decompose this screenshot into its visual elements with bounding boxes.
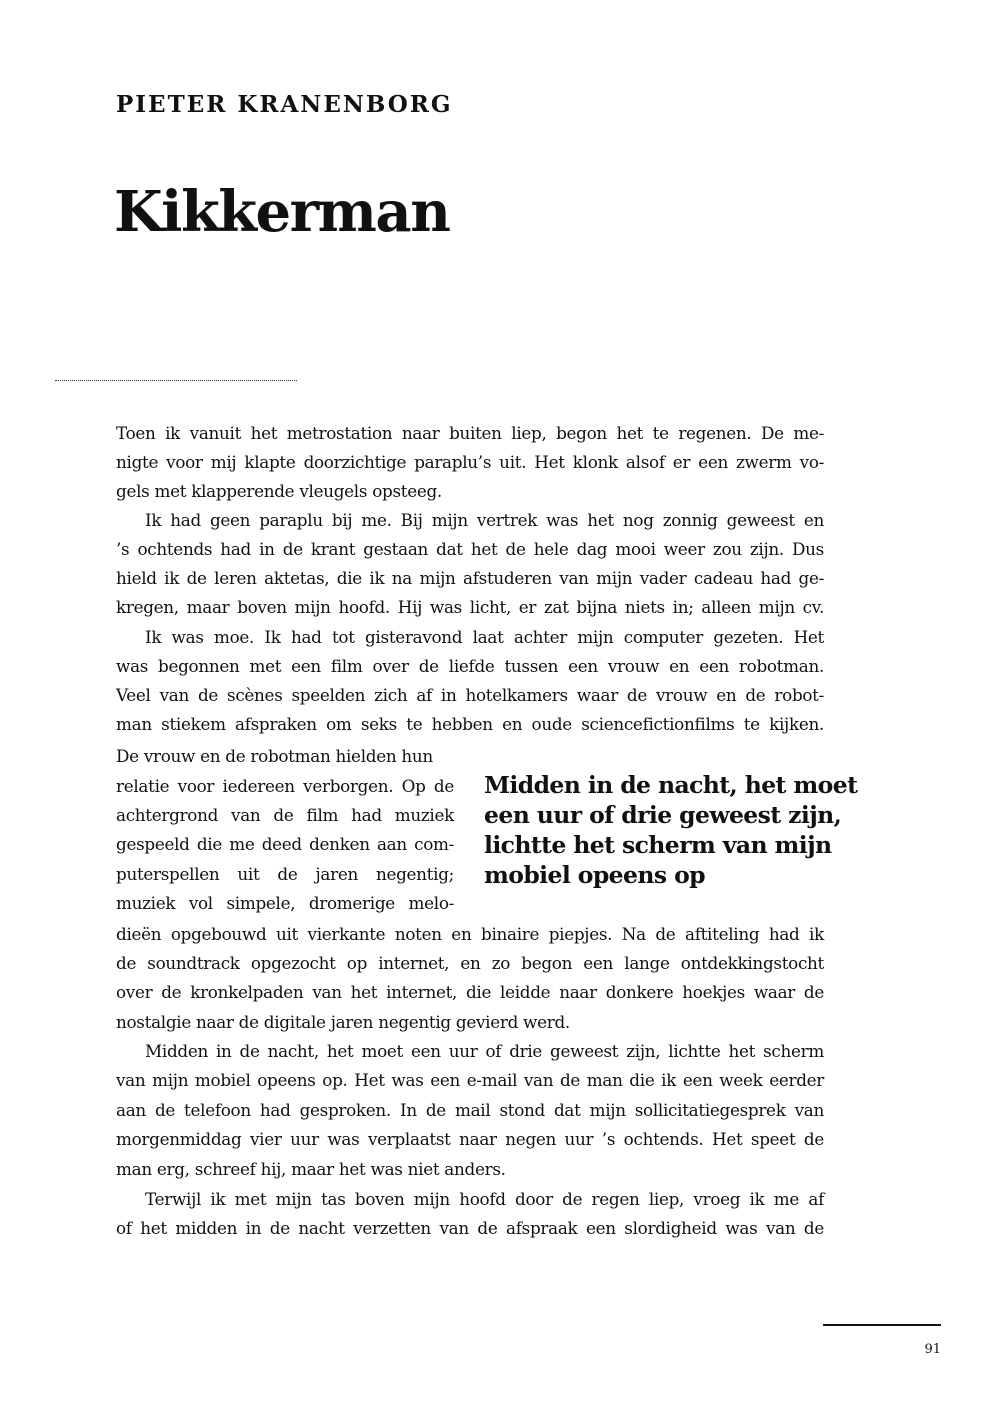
body-line: nigte voor mij klapte doorzichtige paraplu’s uit. Het klonk alsof er een zwerm vo- — [116, 452, 824, 472]
body-line: was begonnen met een film over de liefde tussen een vrouw en een robotman. — [116, 656, 824, 676]
body-line: puterspellen uit de jaren negentig; — [116, 864, 454, 884]
pull-quote-line: mobiel opeens op — [484, 861, 705, 889]
body-line: van mijn mobiel opeens op. Het was een e-mail van de man die ik een week eerder — [116, 1070, 824, 1090]
body-line: gespeeld die me deed denken aan com- — [116, 834, 454, 854]
body-line: de soundtrack opgezocht op internet, en zo begon een lange ontdekkingstocht — [116, 953, 824, 973]
body-line: Ik was moe. Ik had tot gisteravond laat achter mijn computer gezeten. Het — [145, 627, 824, 647]
body-line: dieën opgebouwd uit vierkante noten en binaire piepjes. Na de aftiteling had ik — [116, 924, 824, 944]
body-line: relatie voor iedereen verborgen. Op de — [116, 776, 454, 796]
body-line: kregen, maar boven mijn hoofd. Hij was licht, er zat bijna niets in; alleen mijn cv. — [116, 597, 824, 617]
body-line: morgenmiddag vier uur was verplaatst naar negen uur ’s ochtends. Het speet de — [116, 1129, 824, 1149]
body-line: man erg, schreef hij, maar het was niet anders. — [116, 1159, 506, 1179]
body-line: man stiekem afspraken om seks te hebben en oude sciencefictionfilms te kijken. — [116, 714, 824, 734]
body-line: muziek vol simpele, dromerige melo- — [116, 893, 454, 913]
pull-quote-line: een uur of drie geweest zijn, — [484, 801, 842, 829]
page-number: 91 — [924, 1342, 941, 1357]
story-title: Kikkerman — [114, 179, 450, 245]
body-line: Midden in de nacht, het moet een uur of drie geweest zijn, lichtte het scherm — [145, 1041, 824, 1061]
body-line: De vrouw en de robotman hielden hun — [116, 746, 433, 766]
author-name: PIETER KRANENBORG — [116, 91, 453, 118]
pull-quote-line: Midden in de nacht, het moet — [484, 771, 858, 799]
body-line: of het midden in de nacht verzetten van de afspraak een slordigheid was van de — [116, 1218, 824, 1238]
footer-rule — [823, 1324, 941, 1326]
body-line: hield ik de leren aktetas, die ik na mijn afstuderen van mijn vader cadeau had ge- — [116, 568, 824, 588]
dotted-divider — [55, 380, 297, 381]
body-line: aan de telefoon had gesproken. In de mail stond dat mijn sollicitatiegesprek van — [116, 1100, 824, 1120]
body-line: Terwijl ik met mijn tas boven mijn hoofd door de regen liep, vroeg ik me af — [145, 1189, 824, 1209]
body-line: Toen ik vanuit het metrostation naar buiten liep, begon het te regenen. De me- — [116, 423, 824, 443]
body-line: over de kronkelpaden van het internet, die leidde naar donkere hoekjes waar de — [116, 982, 824, 1002]
body-line: achtergrond van de film had muziek — [116, 805, 454, 825]
body-line: ’s ochtends had in de krant gestaan dat het de hele dag mooi weer zou zijn. Dus — [116, 539, 824, 559]
body-line: Veel van de scènes speelden zich af in hotelkamers waar de vrouw en de robot- — [116, 685, 824, 705]
body-line: Ik had geen paraplu bij me. Bij mijn vertrek was het nog zonnig geweest en — [145, 510, 824, 530]
body-line: nostalgie naar de digitale jaren negentig gevierd werd. — [116, 1012, 570, 1032]
pull-quote-line: lichtte het scherm van mijn — [484, 831, 832, 859]
body-line: gels met klapperende vleugels opsteeg. — [116, 481, 442, 501]
pull-quote — [484, 770, 904, 890]
